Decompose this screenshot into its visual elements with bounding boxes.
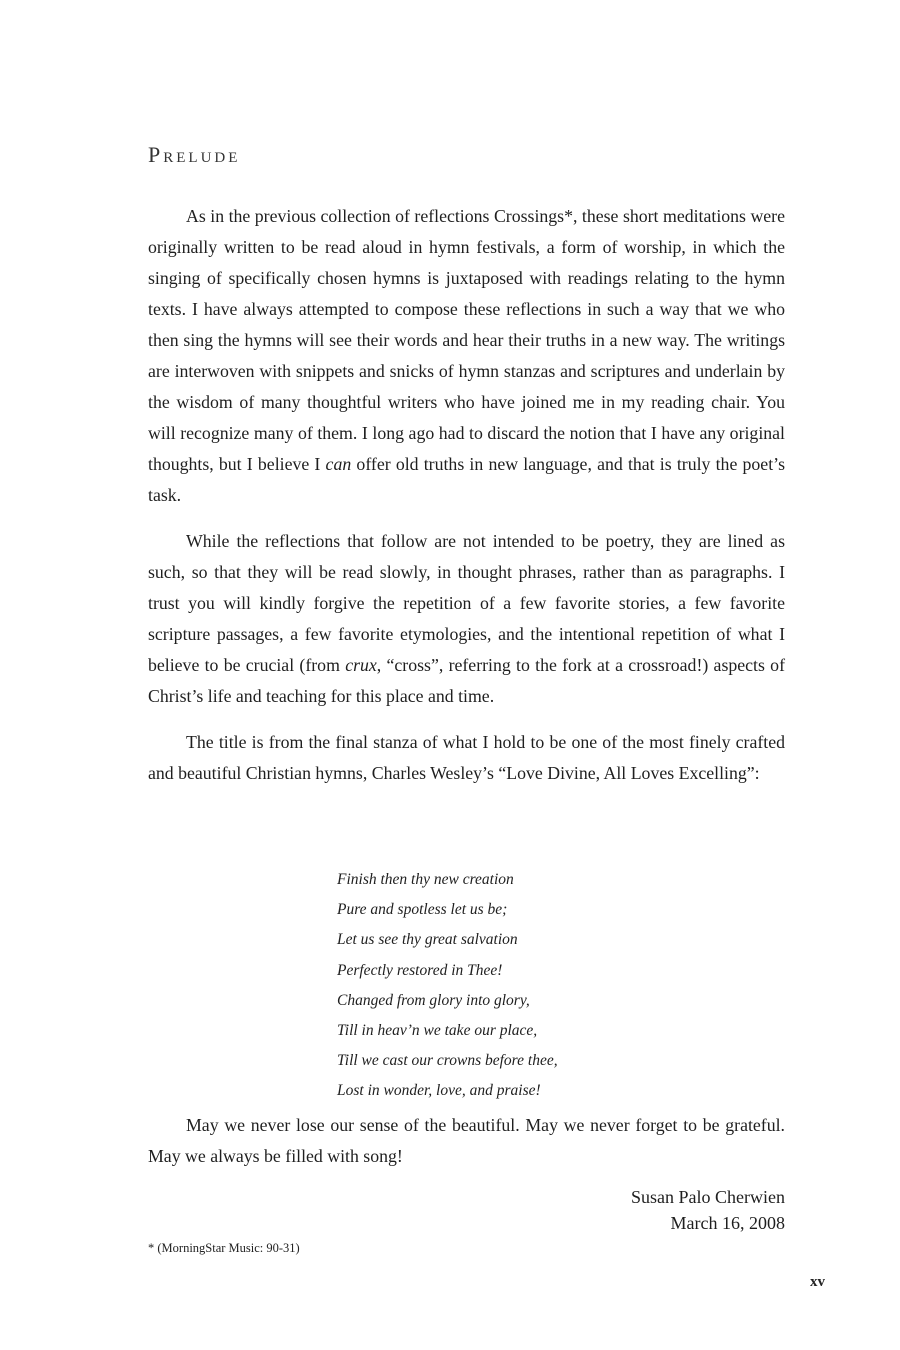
- signature-date: March 16, 2008: [670, 1213, 785, 1233]
- verse-line: Till we cast our crowns before thee,: [337, 1052, 558, 1070]
- paragraph-intro-text-1: As in the previous collection of reflections Crossings*, these short meditations were originally written to be read aloud in hymn festivals, a form of worship, in which the singing of specifically chosen hymns is juxtaposed with readings relating to the hymn texts. I have always attempted to compose these reflections in such a way that we who then sing the hymns will see their words and hear their truths in a new way. The writings are interwoven with snippets and snicks of hymn stanzas and scriptures and underlain by the wisdom of many thoughtful writers who have joined me in my reading chair. You will recognize many of them. I long ago had to discard the notion that I have any original thoughts, but I believe I: [148, 206, 785, 474]
- paragraph-reflections-text-1: While the reflections that follow are not intended to be poetry, they are lined as such, so that they will be read slowly, in thought phrases, rather than as paragraphs. I trust you will kindly forgive the repetition of a few favorite stories, a few favorite scripture passages, a few favorite etymologies, and the intentional repetition of what I believe to be crucial (from: [148, 531, 785, 675]
- verse-line: Till in heav’n we take our place,: [337, 1022, 538, 1040]
- paragraph-intro: [148, 201, 785, 511]
- signature-block: [631, 1184, 785, 1236]
- verse-line: Let us see thy great salvation: [337, 931, 518, 949]
- verse-line: Finish then thy new creation: [337, 871, 514, 888]
- paragraph-reflections-emphasis: crux: [345, 655, 377, 675]
- author-name: Susan Palo Cherwien: [631, 1187, 785, 1207]
- paragraph-reflections-text-2: , “cross”, referring to the fork at a crossroad!) aspects of Christ’s life and teaching for this place and time.: [148, 655, 785, 706]
- page-heading: Prelude: [148, 142, 241, 167]
- verse-line: Lost in wonder, love, and praise!: [337, 1082, 541, 1100]
- hymn-verse: [337, 865, 558, 1107]
- closing-paragraph: May we never lose our sense of the beautiful. May we never forget to be grateful. May we always be filled with song!: [148, 1115, 785, 1166]
- verse-line: Perfectly restored in Thee!: [337, 961, 503, 979]
- verse-line: Changed from glory into glory,: [337, 991, 530, 1009]
- paragraph-reflections: [148, 526, 785, 712]
- page-number: xv: [810, 1274, 825, 1290]
- body-text: [148, 201, 785, 789]
- paragraph-intro-text-2: offer old truths in new language, and that is truly the poet’s task.: [148, 454, 785, 505]
- verse-line: Pure and spotless let us be;: [337, 901, 508, 919]
- paragraph-intro-emphasis: can: [325, 454, 352, 474]
- footnote: * (MorningStar Music: 90-31): [148, 1241, 300, 1255]
- paragraph-title-source: The title is from the final stanza of what I hold to be one of the most finely crafted and beautiful Christian hymns, Charles Wesley’s “Love Divine, All Loves Excelling”:: [148, 732, 785, 783]
